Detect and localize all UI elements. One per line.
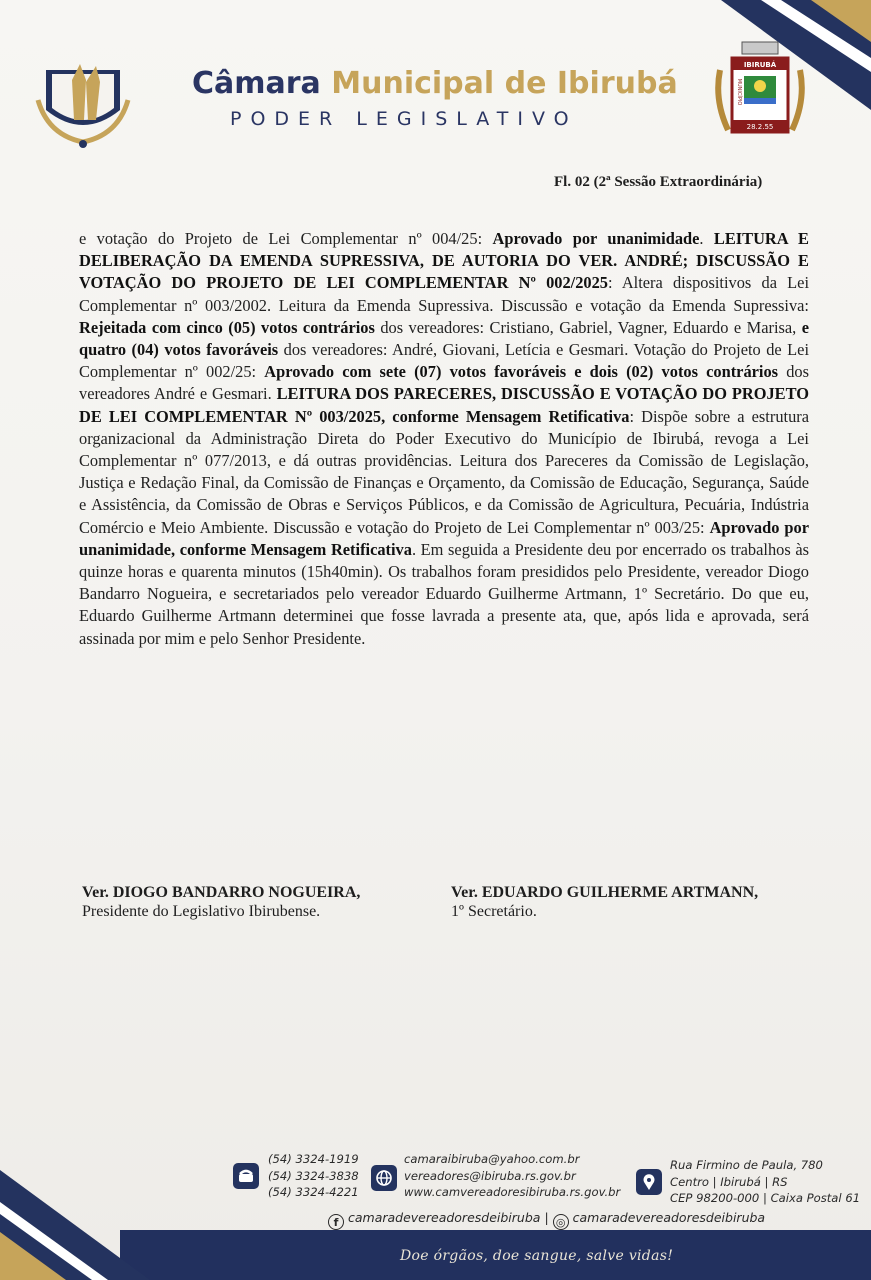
text-segment: dos vereadores: Cristiano, Gabriel, Vagner, Eduardo e Marisa, [374,317,802,337]
facebook-handle[interactable]: camaradevereadoresdeibiruba [347,1210,541,1225]
crest-date-text: 28.2.55 [746,123,774,131]
bold-text-segment: LEITURA DOS PARECERES, DISCUSSÃO E VOTAÇÃO DO PROJETO DE LEI COMPLEMENTAR Nº 003/2025, conforme Mensagem Retificativa [79,384,809,426]
signature-secretary [451,884,758,921]
instagram-icon: ◎ [553,1214,569,1230]
website-link[interactable]: www.camvereadoresibiruba.rs.gov.br [404,1185,621,1199]
text-segment: dos vereadores: André, Giovani, Letícia e Gesmari. Votação do Projeto de Lei Complementar nº 002/25: [79,340,809,382]
motto-text: Doe órgãos, doe sangue, salve vidas! [400,1248,674,1264]
signature-president [82,884,360,921]
page-title [192,66,678,101]
address-line: CEP 98200-000 | Caixa Postal 61 [670,1191,861,1205]
text-segment: e votação do Projeto de Lei Complementar nº 004/25: [79,229,493,248]
bold-text-segment: Rejeitada com cinco (05) votos contrários [79,317,375,337]
sheet-reference: Fl. 02 (2ª Sessão Extraordinária) [554,174,763,190]
text-segment: : Dispõe sobre a estrutura organizacional da Administração Direta do Poder Executivo do Município de Ibirubá, revoga a Lei Complementar nº 077/2013, e dá outras providências. Leitura dos Pareceres da Comissão de Legislação, Justiça e Redação Final, da Comissão de Finanças e Orçamento, da Comissão de Educação, Segurança, Saúde e Assistência, da Comissão de Obras e Serviços Públicos, e da Comissão de Agricultura, Pecuária, Indústria Comércio e Meio Ambiente. Discussão e votação do Projeto de Lei Complementar nº 003/25: [79,406,809,537]
president-name: Ver. DIOGO BANDARRO NOGUEIRA, [82,884,361,901]
crest-side-text: MUNICÍPIO [736,78,742,106]
title-part-one: Câmara [192,66,321,101]
title-part-two: Municipal de Ibirubá [331,66,678,101]
web-contacts [404,1151,620,1201]
secretary-name: Ver. EDUARDO GUILHERME ARTMANN, [451,884,759,901]
text-segment: . [699,229,714,248]
social-links [328,1210,765,1230]
phone-icon [233,1163,259,1189]
social-separator: | [544,1210,549,1225]
phone-number: (54) 3324-1919 [268,1152,359,1166]
address-line: Rua Firmino de Paula, 780 [670,1158,823,1172]
page-subtitle: PODER LEGISLATIVO [230,108,578,130]
crest-name-text: IBIRUBÁ [743,61,777,69]
text-segment: . Em seguida a Presidente deu por encerrado os trabalhos às quinze horas e quarenta minutos (15h40min). Os trabalhos foram presididos pelo Presidente, vereador Diogo Bandarro Nogueira, e secretariados pelo vereador Eduardo Guilherme Artmann, 1º Secretário. Do que eu, Eduardo Guilherme Artmann determinei que fosse lavrada a presente ata, que, após lida e aprovada, será assinada por mim e pelo Senhor Presidente. [79,539,809,648]
bold-text-segment: Aprovado por unanimidade [492,229,700,248]
location-pin-icon [636,1169,662,1195]
bold-text-segment: Aprovado com sete (07) votos favoráveis e dois (02) votos contrários [264,362,779,382]
instagram-handle[interactable]: camaradevereadoresdeibiruba [572,1210,766,1225]
bold-text-segment: Aprovado por unanimidade, conforme Mensagem Retificativa [79,517,809,559]
email-link[interactable]: camaraibiruba@yahoo.com.br [404,1152,580,1166]
email-link[interactable]: vereadores@ibiruba.rs.gov.br [404,1168,576,1183]
phone-list [268,1151,359,1201]
minutes-body-text [79,228,809,650]
corner-decoration-bottom [0,1150,180,1280]
phone-number: (54) 3324-3838 [268,1168,359,1183]
bold-text-segment: LEITURA E DELIBERAÇÃO DA EMENDA SUPRESSIVA, DE AUTORIA DO VER. ANDRÉ; DISCUSSÃO E VOTAÇÃO DO PROJETO DE LEI COMPLEMENTAR Nº 002/2025 [79,229,809,293]
globe-icon [371,1165,397,1191]
municipal-crest-logo [712,40,808,150]
president-role: Presidente do Legislativo Ibirubense. [82,903,321,920]
camara-emblem-logo [28,40,138,150]
bold-text-segment: e quatro (04) votos favoráveis [79,317,809,360]
text-segment: : Altera dispositivos da Lei Complementar nº 003/2002. Leitura da Emenda Supressiva. Discussão e votação da Emenda Supressiva: [79,273,809,315]
text-segment: dos vereadores André e Gesmari. [79,362,809,404]
phone-number: (54) 3324-4221 [268,1185,359,1199]
address-line: Centro | Ibirubá | RS [670,1174,788,1189]
facebook-icon: f [328,1214,344,1230]
address-block [670,1157,860,1207]
secretary-role: 1º Secretário. [451,903,537,920]
